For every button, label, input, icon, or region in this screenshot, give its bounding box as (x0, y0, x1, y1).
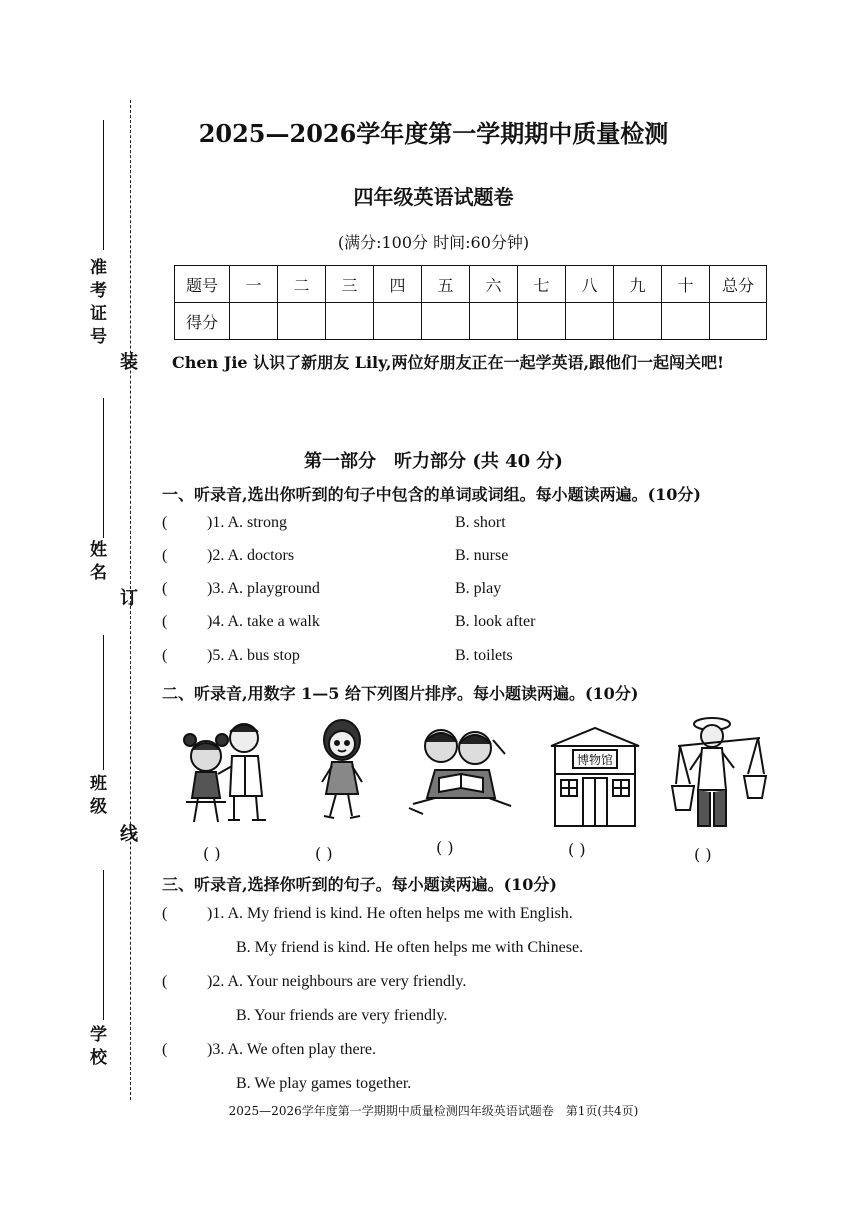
score-time-info: (满分:100分 时间:60分钟) (337, 233, 530, 252)
col-header: 五 (422, 266, 470, 303)
option-b: B. We play games together. (236, 1075, 412, 1092)
col-header: 九 (614, 266, 662, 303)
option-b: B. play (455, 580, 502, 597)
answer-paren[interactable]: ( (162, 613, 168, 630)
option-b: B. Your friends are very friendly. (236, 1007, 448, 1024)
class-label: 班级 (86, 774, 106, 820)
col-header: 一 (230, 266, 278, 303)
school-line (103, 870, 104, 1020)
farmer-picture (668, 712, 768, 832)
picture5-answer-paren[interactable]: ( ) (694, 845, 712, 864)
score-cell[interactable] (278, 303, 326, 340)
section1-title: 一、听录音,选出你听到的句子中包含的单词或词组。每小题读两遍。(10分) (162, 485, 701, 504)
intro-paragraph: Chen Jie 认识了新朋友 Lily,两位好朋友正在一起学英语,跟他们一起闯关吧! (172, 353, 725, 372)
score-cell[interactable] (710, 303, 767, 340)
section3-title: 三、听录音,选择你听到的句子。每小题读两遍。(10分) (162, 875, 557, 894)
answer-paren[interactable]: ( (162, 973, 168, 990)
bind-char-ding: 订 (120, 588, 138, 609)
col-header: 二 (278, 266, 326, 303)
page-footer: 2025—2026学年度第一学期期中质量检测四年级英语试题卷 第1页(共4页) (228, 1104, 639, 1118)
option-a: )3. A. playground (207, 580, 320, 597)
option-a: )4. A. take a walk (207, 613, 320, 630)
kids-reading-picture (405, 720, 517, 820)
option-b: B. toilets (455, 647, 513, 664)
row-label-score: 得分 (175, 303, 230, 340)
col-header: 八 (566, 266, 614, 303)
answer-paren[interactable]: ( (162, 647, 168, 664)
bind-char-xian: 线 (120, 824, 138, 845)
page-title: 2025—2026学年度第一学期期中质量检测 (198, 119, 669, 148)
score-cell[interactable] (470, 303, 518, 340)
col-header: 四 (374, 266, 422, 303)
score-table-score-row (175, 303, 767, 340)
museum-picture (547, 724, 643, 828)
page-subtitle: 四年级英语试题卷 (353, 185, 514, 209)
score-cell[interactable] (614, 303, 662, 340)
section2-title: 二、听录音,用数字 1—5 给下列图片排序。每小题读两遍。(10分) (162, 684, 639, 703)
score-cell[interactable] (230, 303, 278, 340)
score-table-header-row (175, 266, 767, 303)
score-cell[interactable] (422, 303, 470, 340)
option-a: )1. A. strong (207, 514, 287, 531)
school-label: 学校 (86, 1025, 106, 1071)
option-b: B. nurse (455, 547, 509, 564)
picture1-answer-paren[interactable]: ( ) (203, 844, 221, 863)
option-a: )2. A. doctors (207, 547, 295, 564)
bind-char-zhuang: 装 (120, 352, 138, 373)
col-header: 三 (326, 266, 374, 303)
answer-paren[interactable]: ( (162, 905, 168, 922)
exam-id-label: 准考证号 (86, 258, 106, 350)
answer-paren[interactable]: ( (162, 1041, 168, 1058)
option-b: B. look after (455, 613, 536, 630)
row-label-number: 题号 (175, 266, 230, 303)
picture4-answer-paren[interactable]: ( ) (568, 840, 586, 859)
score-table (174, 265, 767, 340)
name-label: 姓名 (86, 540, 106, 586)
answer-paren[interactable]: ( (162, 580, 168, 597)
col-header: 十 (662, 266, 710, 303)
option-a: )2. A. Your neighbours are very friendly. (207, 973, 467, 990)
option-b: B. short (455, 514, 506, 531)
score-cell[interactable] (518, 303, 566, 340)
score-cell[interactable] (326, 303, 374, 340)
score-cell[interactable] (662, 303, 710, 340)
option-b: B. My friend is kind. He often helps me with Chinese. (236, 939, 584, 956)
girl-picture (312, 716, 372, 828)
answer-paren[interactable]: ( (162, 547, 168, 564)
score-cell[interactable] (566, 303, 614, 340)
score-cell[interactable] (374, 303, 422, 340)
option-a: )1. A. My friend is kind. He often helps me with English. (207, 905, 573, 922)
class-line (103, 635, 104, 770)
option-a: )5. A. bus stop (207, 647, 300, 664)
museum-sign: 博物馆 (576, 753, 614, 767)
picture2-answer-paren[interactable]: ( ) (315, 844, 333, 863)
col-header: 七 (518, 266, 566, 303)
part1-title: 第一部分 听力部分 (共 40 分) (304, 451, 563, 472)
picture3-answer-paren[interactable]: ( ) (436, 838, 454, 857)
answer-paren[interactable]: ( (162, 514, 168, 531)
col-header-total: 总分 (710, 266, 767, 303)
option-a: )3. A. We often play there. (207, 1041, 377, 1058)
col-header: 六 (470, 266, 518, 303)
doctor-and-girl-picture (172, 716, 282, 828)
